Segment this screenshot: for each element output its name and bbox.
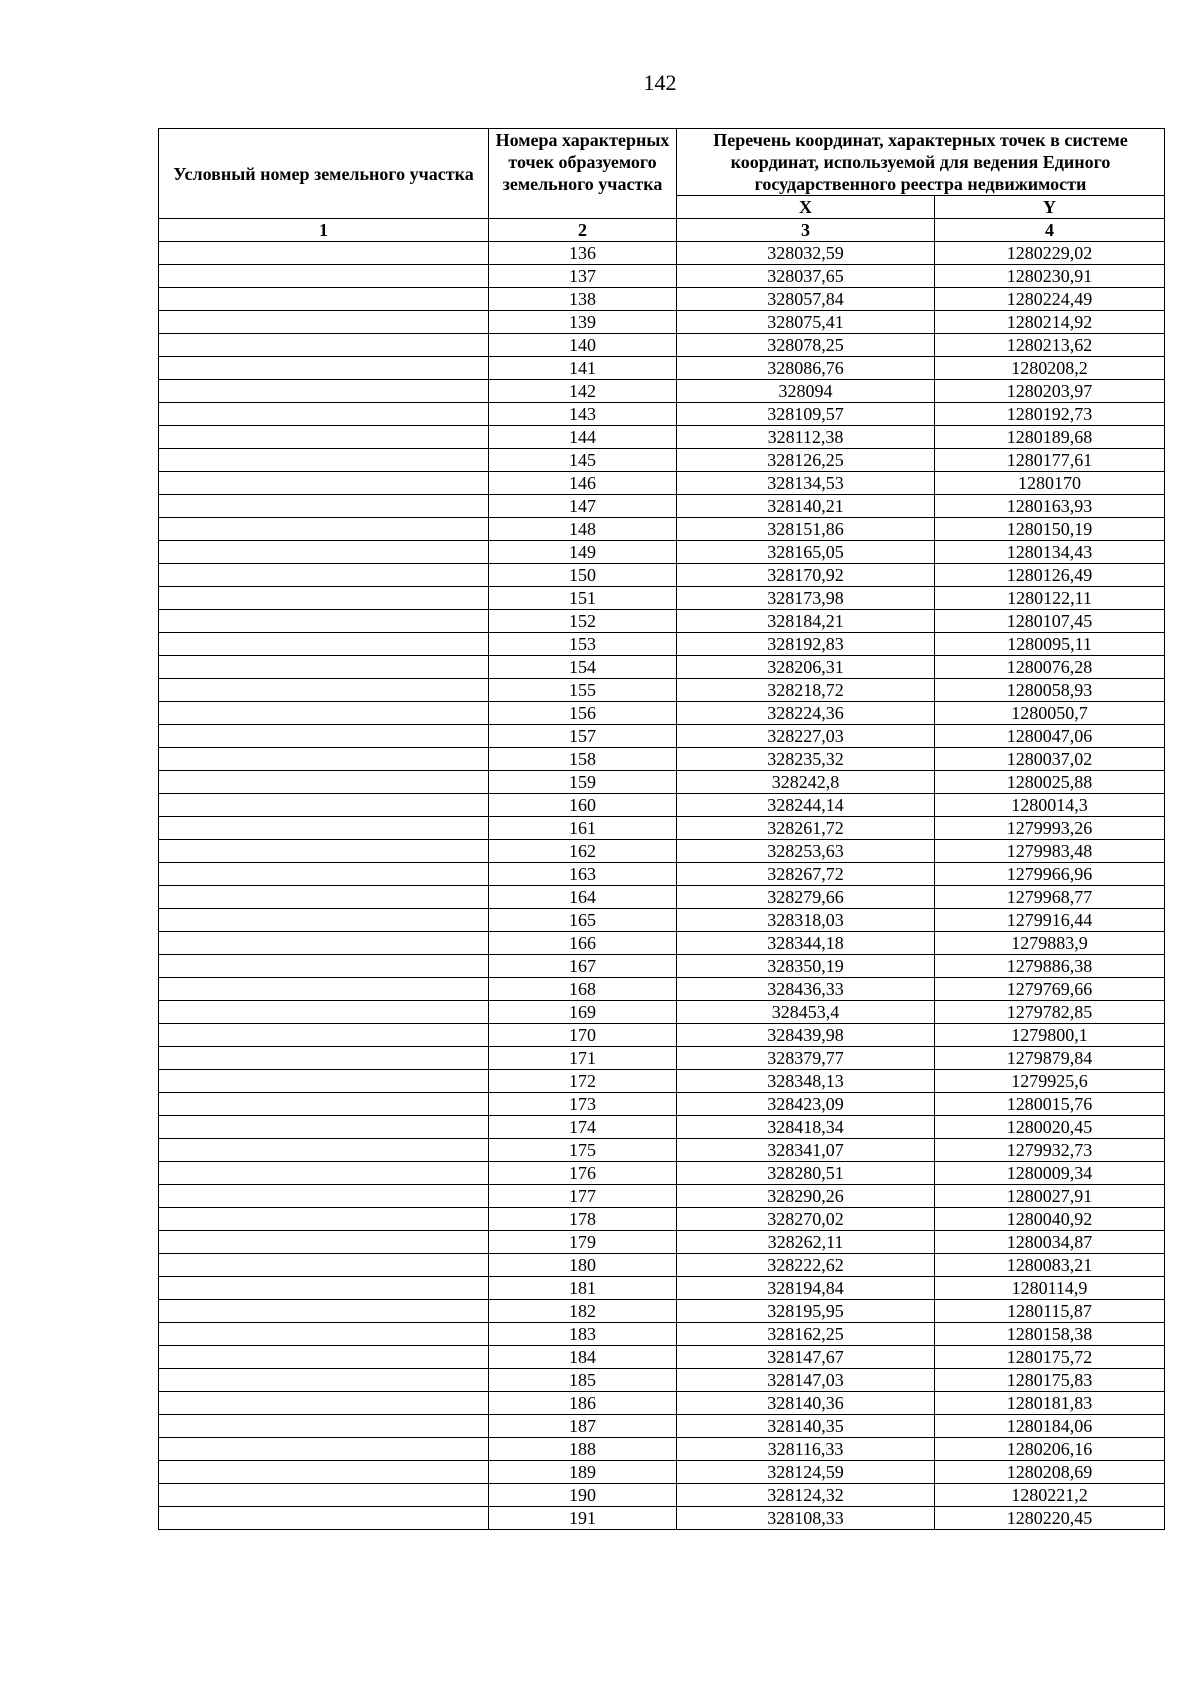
parcel-cell bbox=[159, 311, 489, 334]
parcel-cell bbox=[159, 449, 489, 472]
table-row bbox=[159, 794, 1165, 817]
y-coordinate-cell: 1280076,28 bbox=[935, 656, 1165, 679]
parcel-cell bbox=[159, 771, 489, 794]
x-coordinate-cell: 328379,77 bbox=[677, 1047, 935, 1070]
y-coordinate-cell: 1280095,11 bbox=[935, 633, 1165, 656]
table-row bbox=[159, 840, 1165, 863]
parcel-cell bbox=[159, 1507, 489, 1530]
header-parcel-number: Условный номер земельного участка bbox=[159, 129, 489, 219]
parcel-cell bbox=[159, 564, 489, 587]
point-number-cell: 169 bbox=[489, 1001, 677, 1024]
y-coordinate-cell: 1280027,91 bbox=[935, 1185, 1165, 1208]
x-coordinate-cell: 328262,11 bbox=[677, 1231, 935, 1254]
table-body bbox=[159, 242, 1165, 1530]
x-coordinate-cell: 328194,84 bbox=[677, 1277, 935, 1300]
y-coordinate-cell: 1280177,61 bbox=[935, 449, 1165, 472]
point-number-cell: 184 bbox=[489, 1346, 677, 1369]
y-coordinate-cell: 1279769,66 bbox=[935, 978, 1165, 1001]
x-coordinate-cell: 328032,59 bbox=[677, 242, 935, 265]
x-coordinate-cell: 328112,38 bbox=[677, 426, 935, 449]
table-row bbox=[159, 1024, 1165, 1047]
y-coordinate-cell: 1280126,49 bbox=[935, 564, 1165, 587]
y-coordinate-cell: 1280037,02 bbox=[935, 748, 1165, 771]
parcel-cell bbox=[159, 1139, 489, 1162]
x-coordinate-cell: 328094 bbox=[677, 380, 935, 403]
parcel-cell bbox=[159, 1415, 489, 1438]
x-coordinate-cell: 328162,25 bbox=[677, 1323, 935, 1346]
point-number-cell: 151 bbox=[489, 587, 677, 610]
point-number-cell: 168 bbox=[489, 978, 677, 1001]
y-coordinate-cell: 1280184,06 bbox=[935, 1415, 1165, 1438]
x-coordinate-cell: 328242,8 bbox=[677, 771, 935, 794]
point-number-cell: 176 bbox=[489, 1162, 677, 1185]
parcel-cell bbox=[159, 541, 489, 564]
parcel-cell bbox=[159, 1093, 489, 1116]
y-coordinate-cell: 1280050,7 bbox=[935, 702, 1165, 725]
point-number-cell: 160 bbox=[489, 794, 677, 817]
table-row bbox=[159, 679, 1165, 702]
x-coordinate-cell: 328206,31 bbox=[677, 656, 935, 679]
table-row bbox=[159, 1369, 1165, 1392]
y-coordinate-cell: 1280115,87 bbox=[935, 1300, 1165, 1323]
point-number-cell: 153 bbox=[489, 633, 677, 656]
parcel-cell bbox=[159, 1162, 489, 1185]
table-row bbox=[159, 380, 1165, 403]
table-row bbox=[159, 1392, 1165, 1415]
y-coordinate-cell: 1280040,92 bbox=[935, 1208, 1165, 1231]
point-number-cell: 156 bbox=[489, 702, 677, 725]
y-coordinate-cell: 1280220,45 bbox=[935, 1507, 1165, 1530]
x-coordinate-cell: 328037,65 bbox=[677, 265, 935, 288]
x-coordinate-cell: 328140,21 bbox=[677, 495, 935, 518]
x-coordinate-cell: 328344,18 bbox=[677, 932, 935, 955]
table-row bbox=[159, 564, 1165, 587]
point-number-cell: 158 bbox=[489, 748, 677, 771]
point-number-cell: 152 bbox=[489, 610, 677, 633]
table-row bbox=[159, 1116, 1165, 1139]
y-coordinate-cell: 1280020,45 bbox=[935, 1116, 1165, 1139]
table-row bbox=[159, 495, 1165, 518]
table-row bbox=[159, 1346, 1165, 1369]
point-number-cell: 159 bbox=[489, 771, 677, 794]
y-coordinate-cell: 1280214,92 bbox=[935, 311, 1165, 334]
parcel-cell bbox=[159, 1484, 489, 1507]
point-number-cell: 170 bbox=[489, 1024, 677, 1047]
x-coordinate-cell: 328218,72 bbox=[677, 679, 935, 702]
parcel-cell bbox=[159, 748, 489, 771]
x-coordinate-cell: 328147,67 bbox=[677, 1346, 935, 1369]
table-row bbox=[159, 1461, 1165, 1484]
point-number-cell: 178 bbox=[489, 1208, 677, 1231]
parcel-cell bbox=[159, 794, 489, 817]
parcel-cell bbox=[159, 1185, 489, 1208]
y-coordinate-cell: 1279932,73 bbox=[935, 1139, 1165, 1162]
table-row bbox=[159, 1300, 1165, 1323]
table-row bbox=[159, 909, 1165, 932]
y-coordinate-cell: 1280083,21 bbox=[935, 1254, 1165, 1277]
point-number-cell: 140 bbox=[489, 334, 677, 357]
column-number-4: 4 bbox=[935, 219, 1165, 242]
point-number-cell: 174 bbox=[489, 1116, 677, 1139]
point-number-cell: 179 bbox=[489, 1231, 677, 1254]
x-coordinate-cell: 328134,53 bbox=[677, 472, 935, 495]
y-coordinate-cell: 1279993,26 bbox=[935, 817, 1165, 840]
point-number-cell: 187 bbox=[489, 1415, 677, 1438]
header-y: Y bbox=[935, 196, 1165, 219]
x-coordinate-cell: 328279,66 bbox=[677, 886, 935, 909]
y-coordinate-cell: 1280208,2 bbox=[935, 357, 1165, 380]
x-coordinate-cell: 328290,26 bbox=[677, 1185, 935, 1208]
parcel-cell bbox=[159, 587, 489, 610]
x-coordinate-cell: 328124,32 bbox=[677, 1484, 935, 1507]
x-coordinate-cell: 328350,19 bbox=[677, 955, 935, 978]
table-row bbox=[159, 1001, 1165, 1024]
parcel-cell bbox=[159, 955, 489, 978]
x-coordinate-cell: 328165,05 bbox=[677, 541, 935, 564]
table-row bbox=[159, 978, 1165, 1001]
x-coordinate-cell: 328261,72 bbox=[677, 817, 935, 840]
header-point-numbers: Номера характерных точек образуемого земельного участка bbox=[489, 129, 677, 219]
parcel-cell bbox=[159, 1300, 489, 1323]
x-coordinate-cell: 328140,35 bbox=[677, 1415, 935, 1438]
y-coordinate-cell: 1279925,6 bbox=[935, 1070, 1165, 1093]
table-row bbox=[159, 1231, 1165, 1254]
x-coordinate-cell: 328108,33 bbox=[677, 1507, 935, 1530]
x-coordinate-cell: 328341,07 bbox=[677, 1139, 935, 1162]
point-number-cell: 183 bbox=[489, 1323, 677, 1346]
table-row bbox=[159, 1277, 1165, 1300]
x-coordinate-cell: 328348,13 bbox=[677, 1070, 935, 1093]
table-row bbox=[159, 633, 1165, 656]
x-coordinate-cell: 328280,51 bbox=[677, 1162, 935, 1185]
point-number-cell: 186 bbox=[489, 1392, 677, 1415]
parcel-cell bbox=[159, 840, 489, 863]
table-row bbox=[159, 288, 1165, 311]
page-number: 142 bbox=[643, 70, 677, 95]
x-coordinate-cell: 328267,72 bbox=[677, 863, 935, 886]
table-row bbox=[159, 426, 1165, 449]
point-number-cell: 157 bbox=[489, 725, 677, 748]
x-coordinate-cell: 328192,83 bbox=[677, 633, 935, 656]
parcel-cell bbox=[159, 426, 489, 449]
parcel-cell bbox=[159, 1116, 489, 1139]
x-coordinate-cell: 328418,34 bbox=[677, 1116, 935, 1139]
parcel-cell bbox=[159, 472, 489, 495]
y-coordinate-cell: 1280114,9 bbox=[935, 1277, 1165, 1300]
x-coordinate-cell: 328140,36 bbox=[677, 1392, 935, 1415]
y-coordinate-cell: 1279886,38 bbox=[935, 955, 1165, 978]
table-row bbox=[159, 817, 1165, 840]
header-x: X bbox=[677, 196, 935, 219]
table-row bbox=[159, 311, 1165, 334]
point-number-cell: 177 bbox=[489, 1185, 677, 1208]
point-number-cell: 166 bbox=[489, 932, 677, 955]
point-number-cell: 191 bbox=[489, 1507, 677, 1530]
point-number-cell: 172 bbox=[489, 1070, 677, 1093]
parcel-cell bbox=[159, 1024, 489, 1047]
y-coordinate-cell: 1280025,88 bbox=[935, 771, 1165, 794]
table-row bbox=[159, 357, 1165, 380]
table-row bbox=[159, 748, 1165, 771]
y-coordinate-cell: 1279883,9 bbox=[935, 932, 1165, 955]
table-row bbox=[159, 1185, 1165, 1208]
point-number-cell: 161 bbox=[489, 817, 677, 840]
x-coordinate-cell: 328318,03 bbox=[677, 909, 935, 932]
table-row bbox=[159, 610, 1165, 633]
x-coordinate-cell: 328124,59 bbox=[677, 1461, 935, 1484]
header-coordinates-list: Перечень координат, характерных точек в системе координат, используемой для ведения Единого государственного реестра недвижимости bbox=[677, 129, 1165, 196]
point-number-cell: 145 bbox=[489, 449, 677, 472]
table-row bbox=[159, 449, 1165, 472]
column-number-3: 3 bbox=[677, 219, 935, 242]
table-row bbox=[159, 1047, 1165, 1070]
table-row bbox=[159, 242, 1165, 265]
x-coordinate-cell: 328453,4 bbox=[677, 1001, 935, 1024]
table-row bbox=[159, 1139, 1165, 1162]
table-row bbox=[159, 656, 1165, 679]
table-row bbox=[159, 955, 1165, 978]
y-coordinate-cell: 1280034,87 bbox=[935, 1231, 1165, 1254]
x-coordinate-cell: 328224,36 bbox=[677, 702, 935, 725]
x-coordinate-cell: 328075,41 bbox=[677, 311, 935, 334]
table-row bbox=[159, 472, 1165, 495]
x-coordinate-cell: 328126,25 bbox=[677, 449, 935, 472]
y-coordinate-cell: 1280015,76 bbox=[935, 1093, 1165, 1116]
parcel-cell bbox=[159, 288, 489, 311]
y-coordinate-cell: 1280189,68 bbox=[935, 426, 1165, 449]
point-number-cell: 141 bbox=[489, 357, 677, 380]
parcel-cell bbox=[159, 702, 489, 725]
x-coordinate-cell: 328078,25 bbox=[677, 334, 935, 357]
parcel-cell bbox=[159, 1438, 489, 1461]
y-coordinate-cell: 1280014,3 bbox=[935, 794, 1165, 817]
y-coordinate-cell: 1279966,96 bbox=[935, 863, 1165, 886]
parcel-cell bbox=[159, 1369, 489, 1392]
y-coordinate-cell: 1280170 bbox=[935, 472, 1165, 495]
x-coordinate-cell: 328109,57 bbox=[677, 403, 935, 426]
point-number-cell: 155 bbox=[489, 679, 677, 702]
parcel-cell bbox=[159, 1461, 489, 1484]
parcel-cell bbox=[159, 1070, 489, 1093]
y-coordinate-cell: 1280206,16 bbox=[935, 1438, 1165, 1461]
y-coordinate-cell: 1279983,48 bbox=[935, 840, 1165, 863]
column-number-1: 1 bbox=[159, 219, 489, 242]
parcel-cell bbox=[159, 978, 489, 1001]
y-coordinate-cell: 1280047,06 bbox=[935, 725, 1165, 748]
parcel-cell bbox=[159, 495, 489, 518]
table-row bbox=[159, 1323, 1165, 1346]
point-number-cell: 180 bbox=[489, 1254, 677, 1277]
x-coordinate-cell: 328151,86 bbox=[677, 518, 935, 541]
y-coordinate-cell: 1280203,97 bbox=[935, 380, 1165, 403]
table-row bbox=[159, 1162, 1165, 1185]
point-number-cell: 189 bbox=[489, 1461, 677, 1484]
parcel-cell bbox=[159, 656, 489, 679]
y-coordinate-cell: 1280158,38 bbox=[935, 1323, 1165, 1346]
point-number-cell: 175 bbox=[489, 1139, 677, 1162]
x-coordinate-cell: 328116,33 bbox=[677, 1438, 935, 1461]
point-number-cell: 137 bbox=[489, 265, 677, 288]
parcel-cell bbox=[159, 357, 489, 380]
point-number-cell: 181 bbox=[489, 1277, 677, 1300]
coordinates-table bbox=[158, 128, 1165, 1530]
parcel-cell bbox=[159, 403, 489, 426]
x-coordinate-cell: 328173,98 bbox=[677, 587, 935, 610]
parcel-cell bbox=[159, 725, 489, 748]
parcel-cell bbox=[159, 1392, 489, 1415]
table-row bbox=[159, 932, 1165, 955]
table-row bbox=[159, 403, 1165, 426]
y-coordinate-cell: 1279782,85 bbox=[935, 1001, 1165, 1024]
parcel-cell bbox=[159, 633, 489, 656]
point-number-cell: 188 bbox=[489, 1438, 677, 1461]
table-row bbox=[159, 1484, 1165, 1507]
parcel-cell bbox=[159, 886, 489, 909]
x-coordinate-cell: 328253,63 bbox=[677, 840, 935, 863]
table-row bbox=[159, 1415, 1165, 1438]
y-coordinate-cell: 1280058,93 bbox=[935, 679, 1165, 702]
point-number-cell: 136 bbox=[489, 242, 677, 265]
x-coordinate-cell: 328222,62 bbox=[677, 1254, 935, 1277]
table-row bbox=[159, 1093, 1165, 1116]
x-coordinate-cell: 328147,03 bbox=[677, 1369, 935, 1392]
y-coordinate-cell: 1280175,72 bbox=[935, 1346, 1165, 1369]
parcel-cell bbox=[159, 242, 489, 265]
parcel-cell bbox=[159, 265, 489, 288]
point-number-cell: 143 bbox=[489, 403, 677, 426]
point-number-cell: 147 bbox=[489, 495, 677, 518]
table-row bbox=[159, 541, 1165, 564]
table-row bbox=[159, 1254, 1165, 1277]
x-coordinate-cell: 328436,33 bbox=[677, 978, 935, 1001]
table-row bbox=[159, 725, 1165, 748]
point-number-cell: 154 bbox=[489, 656, 677, 679]
x-coordinate-cell: 328227,03 bbox=[677, 725, 935, 748]
parcel-cell bbox=[159, 610, 489, 633]
y-coordinate-cell: 1280224,49 bbox=[935, 288, 1165, 311]
y-coordinate-cell: 1280192,73 bbox=[935, 403, 1165, 426]
point-number-cell: 163 bbox=[489, 863, 677, 886]
parcel-cell bbox=[159, 1346, 489, 1369]
y-coordinate-cell: 1279879,84 bbox=[935, 1047, 1165, 1070]
parcel-cell bbox=[159, 1277, 489, 1300]
parcel-cell bbox=[159, 380, 489, 403]
table-row bbox=[159, 1438, 1165, 1461]
y-coordinate-cell: 1280163,93 bbox=[935, 495, 1165, 518]
parcel-cell bbox=[159, 1254, 489, 1277]
parcel-cell bbox=[159, 909, 489, 932]
point-number-cell: 149 bbox=[489, 541, 677, 564]
y-coordinate-cell: 1280230,91 bbox=[935, 265, 1165, 288]
parcel-cell bbox=[159, 1231, 489, 1254]
point-number-cell: 144 bbox=[489, 426, 677, 449]
parcel-cell bbox=[159, 1047, 489, 1070]
point-number-cell: 190 bbox=[489, 1484, 677, 1507]
parcel-cell bbox=[159, 518, 489, 541]
y-coordinate-cell: 1279968,77 bbox=[935, 886, 1165, 909]
point-number-cell: 142 bbox=[489, 380, 677, 403]
y-coordinate-cell: 1280150,19 bbox=[935, 518, 1165, 541]
point-number-cell: 164 bbox=[489, 886, 677, 909]
point-number-cell: 162 bbox=[489, 840, 677, 863]
parcel-cell bbox=[159, 679, 489, 702]
x-coordinate-cell: 328195,95 bbox=[677, 1300, 935, 1323]
point-number-cell: 167 bbox=[489, 955, 677, 978]
x-coordinate-cell: 328270,02 bbox=[677, 1208, 935, 1231]
table-row bbox=[159, 587, 1165, 610]
parcel-cell bbox=[159, 1208, 489, 1231]
point-number-cell: 173 bbox=[489, 1093, 677, 1116]
x-coordinate-cell: 328086,76 bbox=[677, 357, 935, 380]
point-number-cell: 171 bbox=[489, 1047, 677, 1070]
parcel-cell bbox=[159, 334, 489, 357]
y-coordinate-cell: 1280009,34 bbox=[935, 1162, 1165, 1185]
point-number-cell: 185 bbox=[489, 1369, 677, 1392]
y-coordinate-cell: 1280208,69 bbox=[935, 1461, 1165, 1484]
point-number-cell: 165 bbox=[489, 909, 677, 932]
parcel-cell bbox=[159, 863, 489, 886]
table-row bbox=[159, 702, 1165, 725]
point-number-cell: 182 bbox=[489, 1300, 677, 1323]
point-number-cell: 148 bbox=[489, 518, 677, 541]
y-coordinate-cell: 1280134,43 bbox=[935, 541, 1165, 564]
point-number-cell: 150 bbox=[489, 564, 677, 587]
y-coordinate-cell: 1280122,11 bbox=[935, 587, 1165, 610]
table-row bbox=[159, 1070, 1165, 1093]
table-row bbox=[159, 1208, 1165, 1231]
x-coordinate-cell: 328439,98 bbox=[677, 1024, 935, 1047]
parcel-cell bbox=[159, 817, 489, 840]
y-coordinate-cell: 1279800,1 bbox=[935, 1024, 1165, 1047]
table-row bbox=[159, 886, 1165, 909]
point-number-cell: 138 bbox=[489, 288, 677, 311]
x-coordinate-cell: 328057,84 bbox=[677, 288, 935, 311]
x-coordinate-cell: 328244,14 bbox=[677, 794, 935, 817]
point-number-cell: 146 bbox=[489, 472, 677, 495]
table-row bbox=[159, 863, 1165, 886]
table-row bbox=[159, 518, 1165, 541]
y-coordinate-cell: 1280229,02 bbox=[935, 242, 1165, 265]
table-row bbox=[159, 771, 1165, 794]
parcel-cell bbox=[159, 932, 489, 955]
y-coordinate-cell: 1279916,44 bbox=[935, 909, 1165, 932]
y-coordinate-cell: 1280175,83 bbox=[935, 1369, 1165, 1392]
table-row bbox=[159, 1507, 1165, 1530]
y-coordinate-cell: 1280221,2 bbox=[935, 1484, 1165, 1507]
y-coordinate-cell: 1280107,45 bbox=[935, 610, 1165, 633]
column-number-2: 2 bbox=[489, 219, 677, 242]
table-row bbox=[159, 265, 1165, 288]
table-row bbox=[159, 334, 1165, 357]
x-coordinate-cell: 328423,09 bbox=[677, 1093, 935, 1116]
point-number-cell: 139 bbox=[489, 311, 677, 334]
y-coordinate-cell: 1280213,62 bbox=[935, 334, 1165, 357]
x-coordinate-cell: 328235,32 bbox=[677, 748, 935, 771]
x-coordinate-cell: 328170,92 bbox=[677, 564, 935, 587]
y-coordinate-cell: 1280181,83 bbox=[935, 1392, 1165, 1415]
parcel-cell bbox=[159, 1001, 489, 1024]
x-coordinate-cell: 328184,21 bbox=[677, 610, 935, 633]
parcel-cell bbox=[159, 1323, 489, 1346]
